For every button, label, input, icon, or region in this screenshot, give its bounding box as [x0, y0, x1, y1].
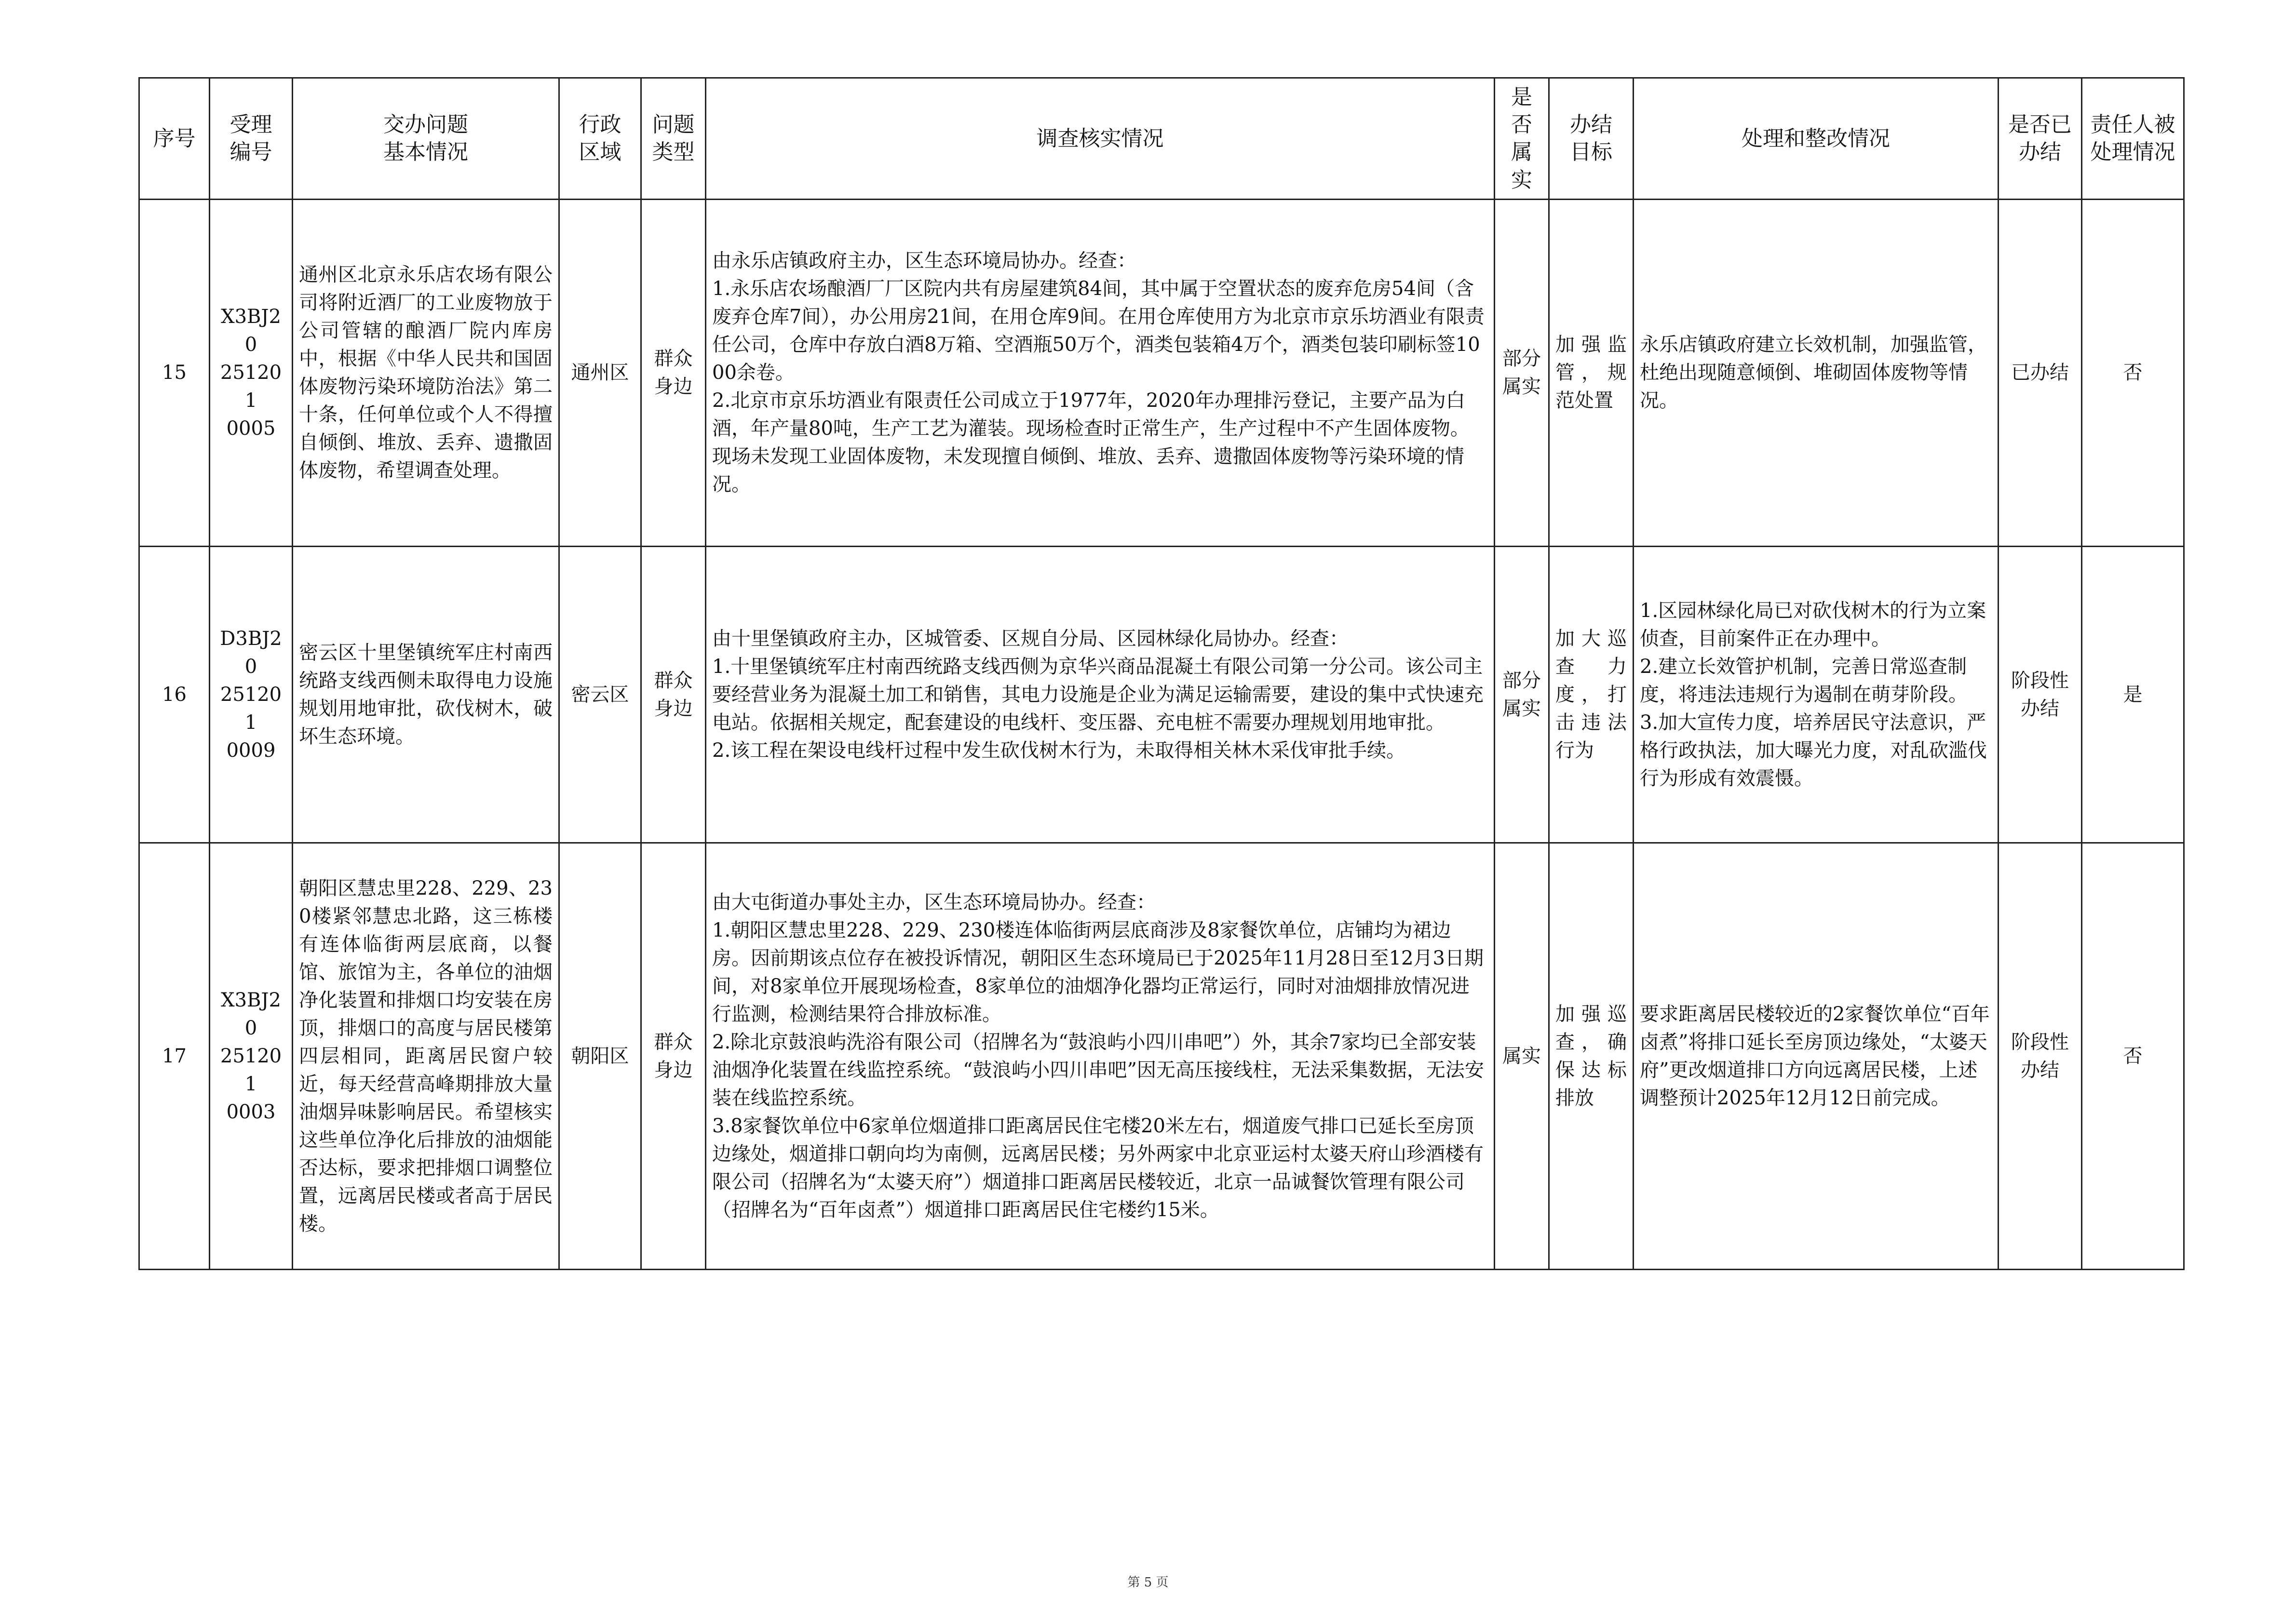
- row-accountability: 是: [2082, 546, 2184, 843]
- row-type: 群众 身边: [641, 546, 706, 843]
- header-handling: 处理和整改情况: [1634, 78, 1999, 200]
- row-id: X3BJ20 251201 0005: [210, 199, 293, 546]
- row-seq: 16: [139, 546, 210, 843]
- row-verified: 属实: [1495, 843, 1549, 1269]
- row-goal: 加大巡查力度，打击违法行为: [1549, 546, 1634, 843]
- row-district: 密云区: [559, 546, 641, 843]
- row-closed: 已办结: [1999, 199, 2082, 546]
- table-row: [139, 199, 2184, 546]
- row-goal: 加强监管，规范处置: [1549, 199, 1634, 546]
- row-investigation: 由大屯街道办事处主办，区生态环境局协办。经查： 1.朝阳区慧忠里228、229、230楼连体临街两层底商涉及8家餐饮单位，店铺均为裙边房。因前期该点位存在被投诉情况，朝阳区生态环境局已于2025年11月28日至12月3日期间，对8家单位开展现场检查，8家单位的油烟净化器均正常运行，同时对油烟排放情况进行监测，检测结果符合排放标准。 2.除北京鼓浪屿洗浴有限公司（招牌名为“鼓浪屿小四川串吧”）外，其余7家均已全部安装油烟净化装置在线监控系统。“鼓浪屿小四川串吧”因无高压接线柱，无法采集数据，无法安装在线监控系统。 3.8家餐饮单位中6家单位烟道排口距离居民住宅楼20米左右，烟道废气排口已延长至房顶边缘处，烟道排口朝向均为南侧，远离居民楼；另外两家中北京亚运村太婆天府山珍酒楼有限公司（招牌名为“太婆天府”）烟道排口距离居民楼较近，北京一品诚餐饮管理有限公司（招牌名为“百年卤煮”）烟道排口距离居民住宅楼约15米。: [706, 843, 1495, 1269]
- header-id: 受理 编号: [210, 78, 293, 200]
- row-id: X3BJ20 251201 0003: [210, 843, 293, 1269]
- row-closed: 阶段性 办结: [1999, 843, 2082, 1269]
- table-row: [139, 843, 2184, 1269]
- row-issue: 密云区十里堡镇统军庄村南西统路支线西侧未取得电力设施规划用地审批，砍伐树木，破坏生态环境。: [293, 546, 559, 843]
- row-issue: 通州区北京永乐店农场有限公司将附近酒厂的工业废物放于公司管辖的酿酒厂院内库房中，根据《中华人民共和国固体废物污染环境防治法》第二十条，任何单位或个人不得擅自倾倒、堆放、丢弃、遗撒固体废物，希望调查处理。: [293, 199, 559, 546]
- header-closed: 是否已 办结: [1999, 78, 2082, 200]
- row-type: 群众 身边: [641, 843, 706, 1269]
- row-district: 通州区: [559, 199, 641, 546]
- row-handling: 永乐店镇政府建立长效机制，加强监管，杜绝出现随意倾倒、堆砌固体废物等情况。: [1634, 199, 1999, 546]
- header-district: 行政 区域: [559, 78, 641, 200]
- complaint-table: [138, 77, 2185, 1270]
- row-accountability: 否: [2082, 199, 2184, 546]
- row-investigation: 由永乐店镇政府主办，区生态环境局协办。经查： 1.永乐店农场酿酒厂厂区院内共有房屋建筑84间，其中属于空置状态的废弃危房54间（含废弃仓库7间），办公用房21间，在用仓库9间。在用仓库使用方为北京市京乐坊酒业有限责任公司，仓库中存放白酒8万箱、空酒瓶50万个，酒类包装箱4万个，酒类包装印刷标签1000余卷。 2.北京市京乐坊酒业有限责任公司成立于1977年，2020年办理排污登记，主要产品为白酒，年产量80吨，生产工艺为灌装。现场检查时正常生产，生产过程中不产生固体废物。现场未发现工业固体废物，未发现擅自倾倒、堆放、丢弃、遗撒固体废物等污染环境的情况。: [706, 199, 1495, 546]
- row-closed: 阶段性 办结: [1999, 546, 2082, 843]
- row-verified: 部分 属实: [1495, 546, 1549, 843]
- row-verified: 部分 属实: [1495, 199, 1549, 546]
- header-type: 问题 类型: [641, 78, 706, 200]
- header-issue: 交办问题 基本情况: [293, 78, 559, 200]
- row-accountability: 否: [2082, 843, 2184, 1269]
- row-district: 朝阳区: [559, 843, 641, 1269]
- row-type: 群众 身边: [641, 199, 706, 546]
- table-row: [139, 546, 2184, 843]
- row-issue: 朝阳区慧忠里228、229、230楼紧邻慧忠北路，这三栋楼有连体临街两层底商，以餐馆、旅馆为主，各单位的油烟净化装置和排烟口均安装在房顶，排烟口的高度与居民楼第四层相同，距离居民窗户较近，每天经营高峰期排放大量油烟异味影响居民。希望核实这些单位净化后排放的油烟能否达标，要求把排烟口调整位置，远离居民楼或者高于居民楼。: [293, 843, 559, 1269]
- header-row: [139, 78, 2184, 200]
- page-number: 第 5 页: [1127, 1575, 1169, 1590]
- row-handling: 要求距离居民楼较近的2家餐饮单位“百年卤煮”将排口延长至房顶边缘处，“太婆天府”更改烟道排口方向远离居民楼，上述调整预计2025年12月12日前完成。: [1634, 843, 1999, 1269]
- header-seq: 序号: [139, 78, 210, 200]
- header-goal: 办结 目标: [1549, 78, 1634, 200]
- header-investigation: 调查核实情况: [706, 78, 1495, 200]
- header-verified: 是否 属实: [1495, 78, 1549, 200]
- row-investigation: 由十里堡镇政府主办，区城管委、区规自分局、区园林绿化局协办。经查： 1.十里堡镇统军庄村南西统路支线西侧为京华兴商品混凝土有限公司第一分公司。该公司主要经营业务为混凝土加工和销售，其电力设施是企业为满足运输需要，建设的集中式快速充电站。依据相关规定，配套建设的电线杆、变压器、充电桩不需要办理规划用地审批。 2.该工程在架设电线杆过程中发生砍伐树木行为，未取得相关林木采伐审批手续。: [706, 546, 1495, 843]
- row-goal: 加强巡查，确保达标排放: [1549, 843, 1634, 1269]
- row-seq: 15: [139, 199, 210, 546]
- header-accountability: 责任人被 处理情况: [2082, 78, 2184, 200]
- row-seq: 17: [139, 843, 210, 1269]
- row-handling: 1.区园林绿化局已对砍伐树木的行为立案侦查，目前案件正在办理中。 2.建立长效管护机制，完善日常巡查制度，将违法违规行为遏制在萌芽阶段。 3.加大宣传力度，培养居民守法意识，严格行政执法，加大曝光力度，对乱砍滥伐行为形成有效震慑。: [1634, 546, 1999, 843]
- row-id: D3BJ20 251201 0009: [210, 546, 293, 843]
